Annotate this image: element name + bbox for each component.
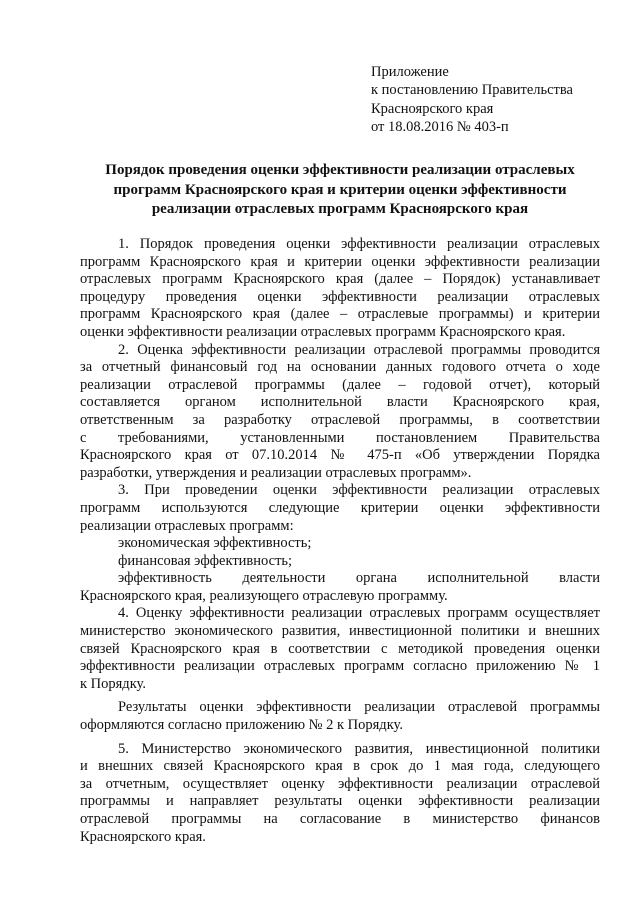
- appendix-decree-ref: к постановлению Правительства: [371, 82, 573, 99]
- paragraph-5-line: 5. Министерство экономического развития, инвестиционной политики: [118, 740, 600, 757]
- paragraph-1-line: оценки эффективности реализации отраслевых программ Красноярского края.: [80, 323, 566, 340]
- criterion-financial: финансовая эффективность;: [118, 552, 293, 569]
- paragraph-2-line: реализации отраслевой программы (далее – годовой отчет), который: [80, 376, 600, 393]
- paragraph-1-line: процедуру проведения оценки эффективности реализации отраслевых: [80, 288, 600, 305]
- title-line: программ Красноярского края и критерии оценки эффективности: [113, 181, 567, 198]
- appendix-date-number: от 18.08.2016 № 403-п: [371, 118, 509, 135]
- paragraph-2-line: с требованиями, установленными постановлением Правительства: [80, 429, 600, 446]
- paragraph-4-line: эффективности реализации отраслевых программ согласно приложению № 1: [80, 658, 600, 675]
- paragraph-5-line: и внешних связей Красноярского края в срок до 1 мая года, следующего: [80, 758, 600, 775]
- paragraph-2-line: за отчетный финансовый год на основании данных годового отчета о ходе: [80, 359, 600, 376]
- paragraph-4-line: связей Красноярского края в соответствии с методикой проведения оценки: [80, 640, 600, 657]
- appendix-region: Красноярского края: [371, 100, 494, 117]
- paragraph-1-line: программ Красноярского края (далее – отраслевые программы) и критерии: [80, 306, 600, 323]
- paragraph-5-line: отраслевой программы на согласование в министерство финансов: [80, 811, 600, 827]
- paragraph-1-line: программ Красноярского края и критерии оценки эффективности реализации: [80, 253, 600, 270]
- paragraph-5-line: за отчетным, осуществляет оценку эффективности реализации отраслевой: [80, 775, 600, 792]
- appendix-label: Приложение: [371, 64, 449, 80]
- paragraph-4-line: 4. Оценку эффективности реализации отраслевых программ осуществляет: [118, 605, 600, 622]
- results-paragraph-line: оформляются согласно приложению № 2 к Порядку.: [80, 717, 403, 734]
- paragraph-2-line: ответственным за разработку отраслевой программы, в соответствии: [80, 411, 600, 428]
- paragraph-3-line: программ используются следующие критерии оценки эффективности: [80, 499, 600, 516]
- criterion-authority: Красноярского края, реализующего отраслевую программу.: [80, 587, 448, 604]
- paragraph-5-line: программы и направляет результаты оценки эффективности реализации: [80, 793, 600, 810]
- paragraph-1-line: отраслевых программ Красноярского края (далее – Порядок) устанавливает: [80, 271, 600, 288]
- document-title: [80, 161, 600, 220]
- paragraph-4-line: к Порядку.: [80, 675, 146, 692]
- paragraph-1-line: 1. Порядок проведения оценки эффективности реализации отраслевых: [118, 236, 600, 252]
- document-body: [80, 236, 600, 846]
- paragraph-2-line: Красноярского края от 07.10.2014 № 475-п «Об утверждении Порядка: [80, 447, 600, 464]
- criterion-economic: экономическая эффективность;: [118, 535, 312, 552]
- title-line: Порядок проведения оценки эффективности реализации отраслевых: [105, 162, 575, 178]
- paragraph-2-line: 2. Оценка эффективности реализации отраслевой программы проводится: [118, 341, 600, 358]
- paragraph-5-line: Красноярского края.: [80, 828, 206, 845]
- appendix-block: [371, 63, 633, 136]
- title-line: реализации отраслевых программ Красноярского края: [151, 201, 529, 217]
- results-paragraph-line: Результаты оценки эффективности реализации отраслевой программы: [118, 699, 600, 716]
- paragraph-4-line: министерство экономического развития, инвестиционной политики и внешних: [80, 623, 600, 640]
- paragraph-3-line: 3. При проведении оценки эффективности реализации отраслевых: [118, 482, 600, 499]
- paragraph-3-line: реализации отраслевых программ:: [80, 517, 294, 534]
- paragraph-2-line: разработки, утверждения и реализации отраслевых программ».: [80, 464, 472, 481]
- criterion-authority: эффективность деятельности органа исполнительной власти: [118, 570, 600, 587]
- paragraph-2-line: составляется органом исполнительной власти Красноярского края,: [80, 394, 600, 411]
